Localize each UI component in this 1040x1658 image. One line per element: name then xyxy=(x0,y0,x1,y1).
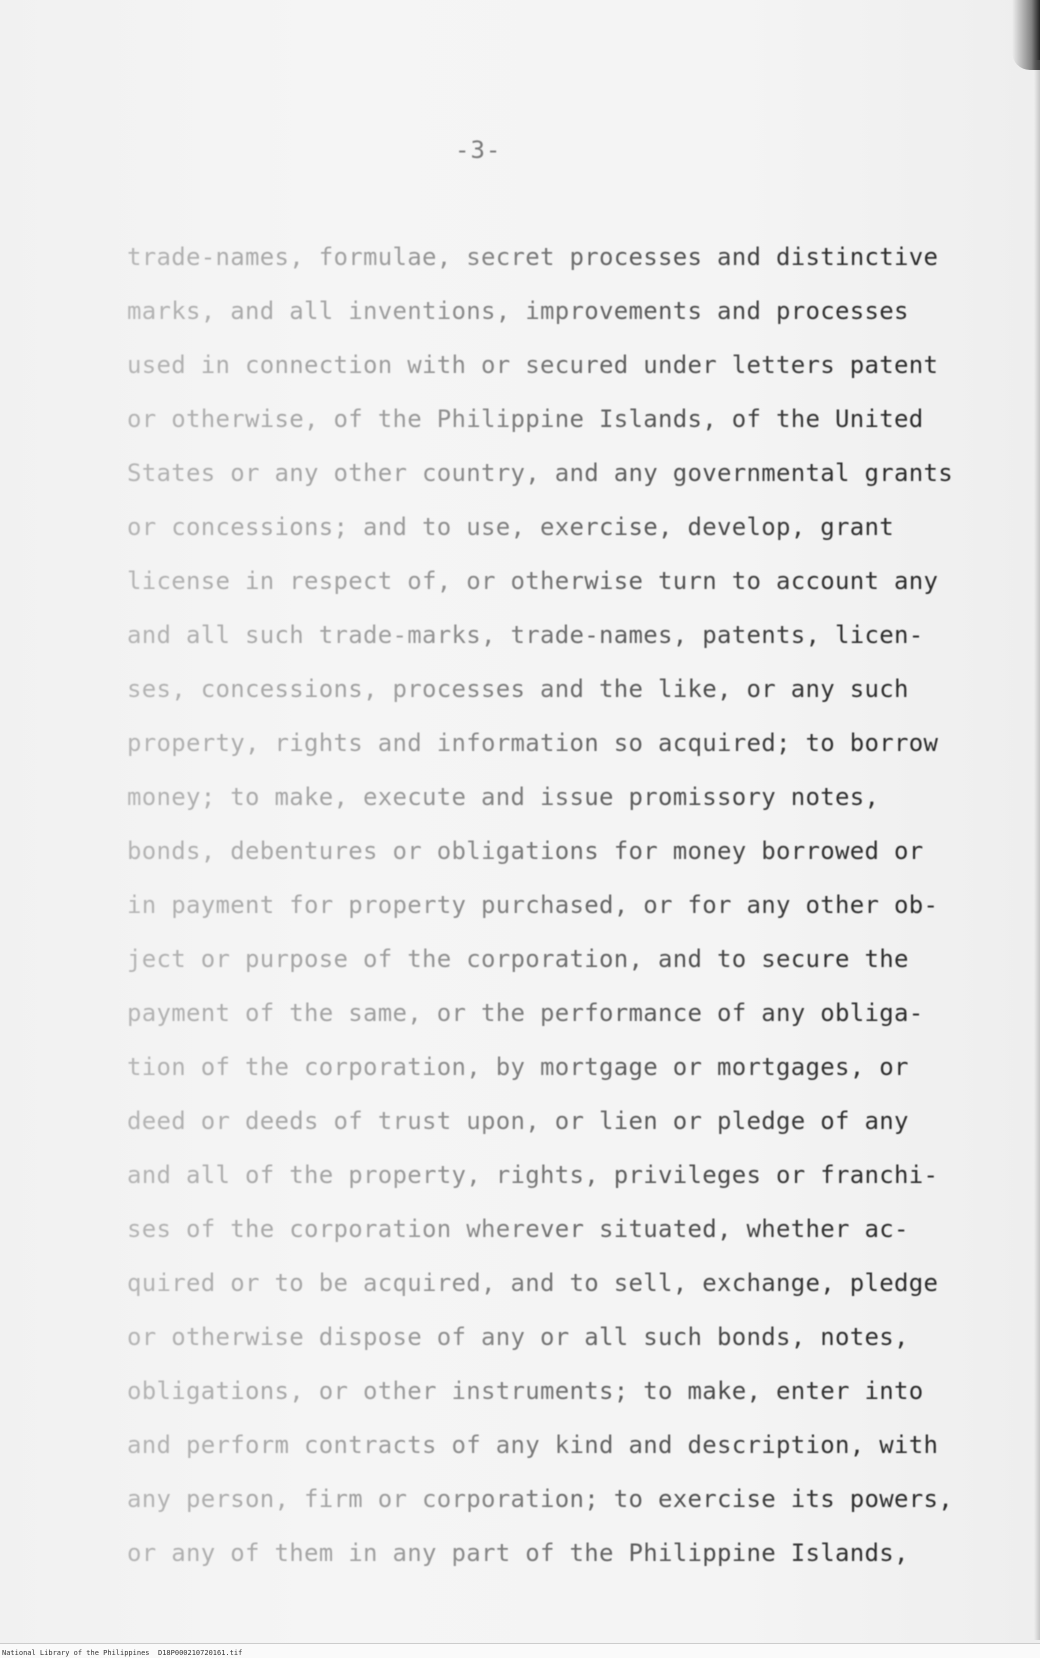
text-line: and all of the property, rights, privileges or franchi- xyxy=(127,1148,1027,1202)
footer-library-name: National Library of the Philippines xyxy=(2,1649,150,1657)
text-line: and perform contracts of any kind and description, with xyxy=(127,1418,1027,1472)
page-number: -3- xyxy=(455,136,502,164)
page-edge-shadow xyxy=(1034,60,1040,1640)
text-line: or otherwise dispose of any or all such bonds, notes, xyxy=(127,1310,1027,1364)
text-line: obligations, or other instruments; to make, enter into xyxy=(127,1364,1027,1418)
text-line: or otherwise, of the Philippine Islands, of the United xyxy=(127,392,1027,446)
text-line: money; to make, execute and issue promissory notes, xyxy=(127,770,1027,824)
text-line: payment of the same, or the performance of any obliga- xyxy=(127,986,1027,1040)
text-line: in payment for property purchased, or for any other ob- xyxy=(127,878,1027,932)
text-line: quired or to be acquired, and to sell, exchange, pledge xyxy=(127,1256,1027,1310)
text-line: deed or deeds of trust upon, or lien or pledge of any xyxy=(127,1094,1027,1148)
footer-file-name: D18P000210720161.tif xyxy=(158,1649,243,1657)
text-line: ses, concessions, processes and the like, or any such xyxy=(127,662,1027,716)
text-line: property, rights and information so acquired; to borrow xyxy=(127,716,1027,770)
body-text xyxy=(127,230,1027,1580)
text-line: trade-names, formulae, secret processes and distinctive xyxy=(127,230,1027,284)
text-line: tion of the corporation, by mortgage or mortgages, or xyxy=(127,1040,1027,1094)
text-line: bonds, debentures or obligations for money borrowed or xyxy=(127,824,1027,878)
footer-bar xyxy=(0,1643,1040,1658)
text-line: used in connection with or secured under letters patent xyxy=(127,338,1027,392)
text-line: ses of the corporation wherever situated, whether ac- xyxy=(127,1202,1027,1256)
text-line: license in respect of, or otherwise turn to account any xyxy=(127,554,1027,608)
text-line: any person, firm or corporation; to exercise its powers, xyxy=(127,1472,1027,1526)
text-line: States or any other country, and any governmental grants xyxy=(127,446,1027,500)
text-line: or any of them in any part of the Philippine Islands, xyxy=(127,1526,1027,1580)
text-line: or concessions; and to use, exercise, develop, grant xyxy=(127,500,1027,554)
text-line: marks, and all inventions, improvements and processes xyxy=(127,284,1027,338)
text-line: ject or purpose of the corporation, and to secure the xyxy=(127,932,1027,986)
text-line: and all such trade-marks, trade-names, patents, licen- xyxy=(127,608,1027,662)
